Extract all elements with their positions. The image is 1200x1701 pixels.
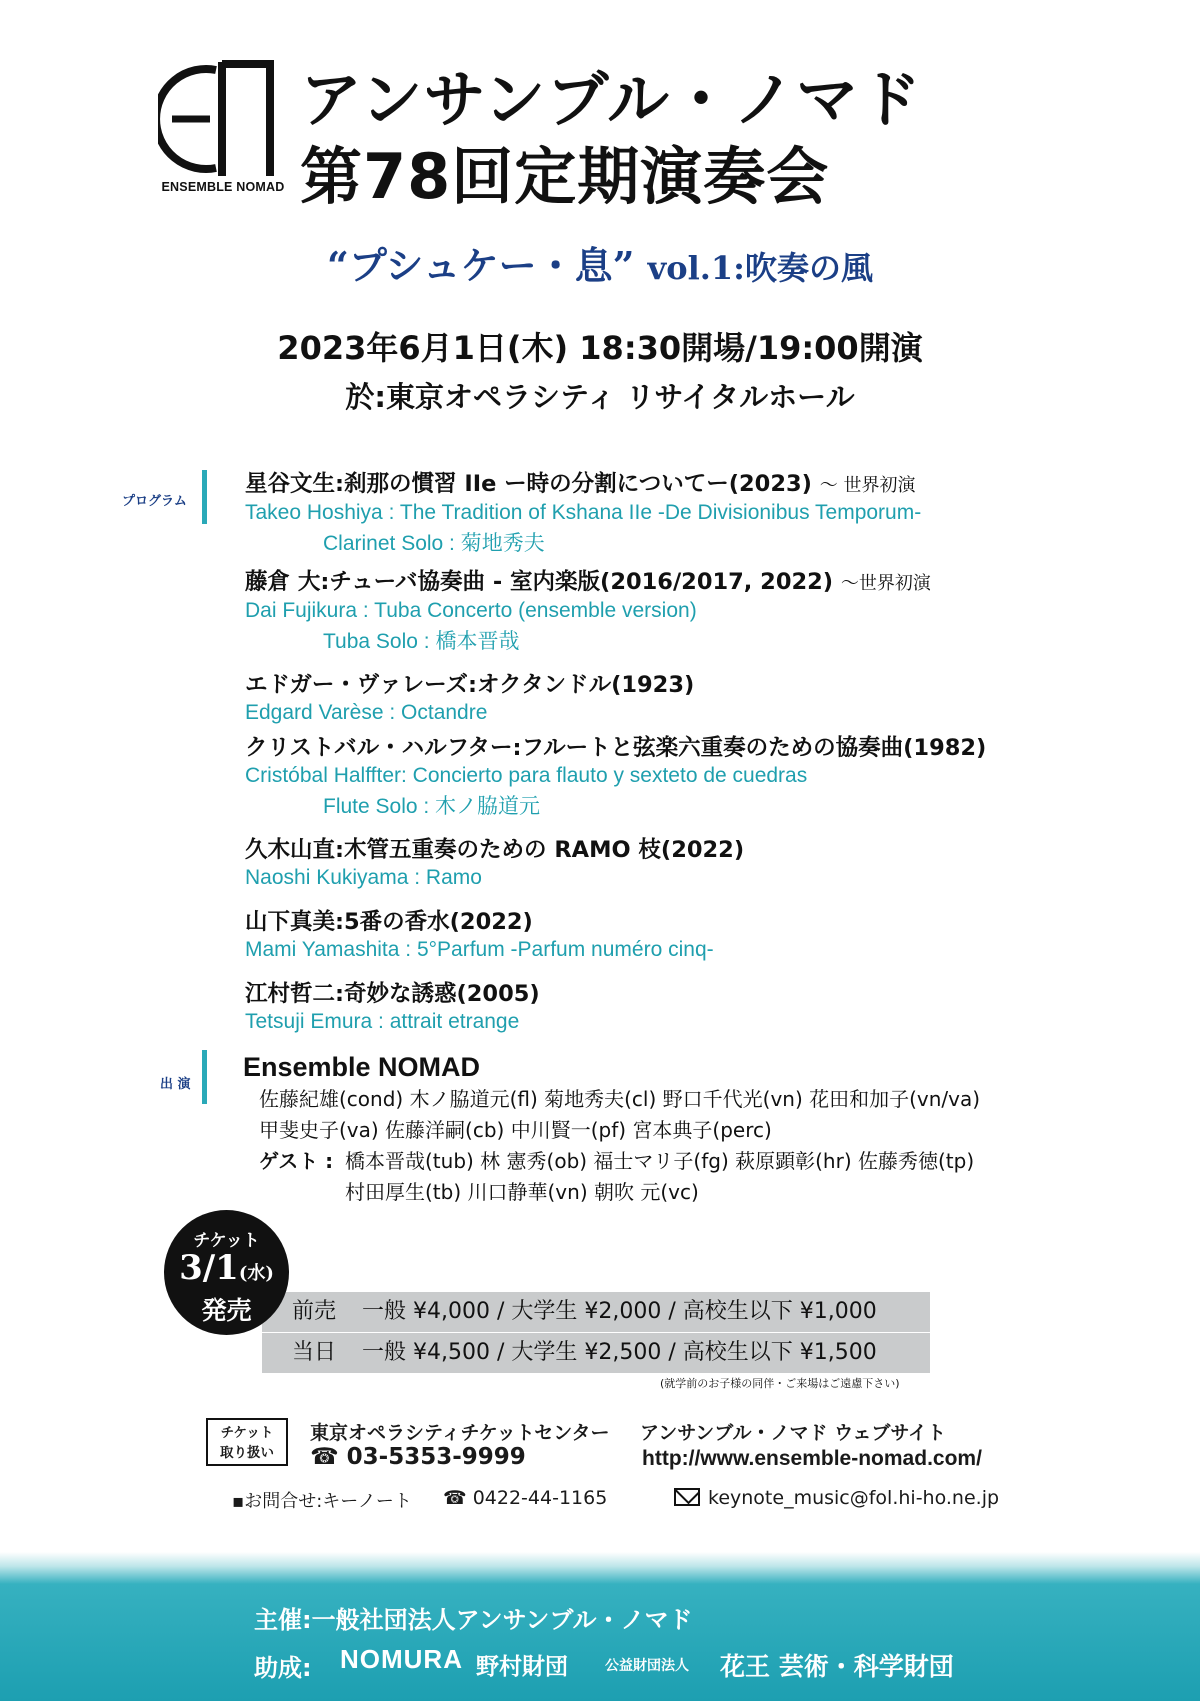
- work-title-en: Takeo Hoshiya : The Tradition of Kshana IIe -De Divisionibus Temporum-: [245, 501, 922, 524]
- program-section-label: プログラム: [122, 494, 187, 509]
- organizer: 主催:一般社団法人アンサンブル・ノマド: [254, 1606, 693, 1634]
- en-monogram-icon: [158, 56, 288, 180]
- door-price-row: [262, 1333, 930, 1373]
- work-soloist: Clarinet Solo : 菊地秀夫: [323, 532, 545, 555]
- work-title-en: Edgard Varèse : Octandre: [245, 701, 488, 724]
- ticket-badge-label: チケット: [193, 1231, 260, 1251]
- ticket-sales-box: チケット 取り扱い: [206, 1418, 288, 1466]
- advance-label: 前売: [292, 1299, 337, 1324]
- price-note: (就学前のお子様の同伴・ご来場はご遠慮下さい): [660, 1377, 900, 1390]
- ticket-center-phone: ☎ 03-5353-9999: [310, 1444, 526, 1470]
- nomura-foundation-name: 野村財団: [476, 1654, 568, 1680]
- guests-line: 橋本晋哉(tub) 林 憲秀(ob) 福士マリ子(fg) 萩原顕彰(hr) 佐藤秀徳(tp): [345, 1149, 975, 1173]
- title-ensemble-name: アンサンブル・ノマド: [300, 63, 922, 136]
- ticket-center-name: 東京オペラシティチケットセンター: [310, 1422, 610, 1444]
- door-label: 当日: [292, 1340, 337, 1365]
- work-title-jp: 藤倉 大:チューバ協奏曲 - 室内楽版(2016/2017, 2022): [245, 569, 834, 595]
- support-label: 助成:: [254, 1654, 312, 1682]
- advance-prices: 一般 ¥4,000 / 大学生 ¥2,000 / 高校生以下 ¥1,000: [362, 1299, 877, 1324]
- members-line: 甲斐史子(va) 佐藤洋嗣(cb) 中川賢一(pf) 宮本典子(perc): [259, 1118, 772, 1142]
- subtitle: [0, 235, 1200, 290]
- guests-row: [243, 1146, 1143, 1208]
- guest-label: ゲスト :: [259, 1149, 334, 1173]
- work-title-jp: 山下真美:5番の香水(2022): [245, 909, 533, 935]
- work-title-jp: エドガー・ヴァレーズ:オクタンドル(1923): [245, 672, 695, 698]
- work-premiere-note: 〜 世界初演: [819, 475, 916, 496]
- inquiry-email[interactable]: keynote_music@fol.hi-ho.ne.jp: [708, 1487, 1000, 1509]
- work-title-jp: 星谷文生:刹那の慣習 IIe ー時の分割についてー(2023): [245, 471, 812, 497]
- work-soloist: Tuba Solo : 橋本晋哉: [323, 630, 520, 653]
- performers-section-bar: [202, 1050, 207, 1104]
- concert-date: 2023年6月1日(木) 18:30開場/19:00開演: [277, 329, 923, 367]
- work-title-jp: 久木山直:木管五重奏のための RAMO 枝(2022): [245, 837, 745, 863]
- subtitle-volume: vol.1:吹奏の風: [647, 249, 873, 287]
- program-work: [245, 980, 1145, 1034]
- program-work: [245, 568, 1145, 657]
- work-title-en: Cristóbal Halffter: Concierto para flauto y sexteto de cuedras: [245, 764, 808, 787]
- work-title-jp: 江村哲二:奇妙な誘惑(2005): [245, 981, 540, 1007]
- performers-block: [243, 1050, 1143, 1208]
- advance-price-row: [262, 1292, 930, 1332]
- members-line: 佐藤紀雄(cond) 木ノ脇道元(fl) 菊地秀夫(cl) 野口千代光(vn) 花田和加子(vn/va): [259, 1087, 981, 1111]
- kao-foundation-prefix: 公益財団法人: [605, 1658, 689, 1674]
- nomura-logo: NOMURA: [340, 1644, 463, 1674]
- work-premiere-note: 〜世界初演: [840, 573, 931, 594]
- ensemble-name: Ensemble NOMAD: [243, 1052, 481, 1082]
- ticket-release-text: 発売: [201, 1296, 252, 1325]
- performers-section-label: 出 演: [160, 1077, 191, 1092]
- work-title-en: Mami Yamashita : 5°Parfum -Parfum numéro cinq-: [245, 938, 714, 961]
- ticket-release-badge: [164, 1210, 289, 1335]
- program-list: [245, 470, 1145, 1043]
- program-work: [245, 470, 1145, 559]
- program-work: [245, 836, 1145, 890]
- logo-text: ENSEMBLE NOMAD: [161, 180, 285, 194]
- program-section-bar: [202, 470, 207, 524]
- work-title-en: Tetsuji Emura : attrait etrange: [245, 1010, 520, 1033]
- program-work: [245, 671, 1145, 725]
- mail-icon: [674, 1488, 700, 1506]
- ensemble-nomad-logo: [158, 56, 288, 196]
- inquiry-email-row: [674, 1487, 999, 1509]
- inquiry-label: ▪お問合せ:キーノート: [232, 1491, 412, 1512]
- work-soloist: Flute Solo : 木ノ脇道元: [323, 795, 541, 818]
- inquiry-phone: ☎ 0422-44-1165: [443, 1487, 608, 1509]
- work-title-en: Naoshi Kukiyama : Ramo: [245, 866, 482, 889]
- kao-foundation-name: 花王 芸術・科学財団: [720, 1652, 954, 1681]
- website-url[interactable]: http://www.ensemble-nomad.com/: [642, 1447, 982, 1470]
- program-work: [245, 734, 1145, 822]
- subtitle-main: “プシュケー・息”: [327, 243, 635, 288]
- work-title-en: Dai Fujikura : Tuba Concerto (ensemble version): [245, 599, 697, 622]
- website-label: アンサンブル・ノマド ウェブサイト: [640, 1422, 947, 1444]
- concert-venue: 於:東京オペラシティ リサイタルホール: [345, 380, 855, 414]
- ticket-release-date: 3/1(水): [179, 1248, 274, 1288]
- work-title-jp: クリストバル・ハルフター:フルートと弦楽六重奏のための協奏曲(1982): [245, 735, 987, 761]
- door-prices: 一般 ¥4,500 / 大学生 ¥2,500 / 高校生以下 ¥1,500: [362, 1340, 877, 1365]
- program-work: [245, 908, 1145, 962]
- guests-line: 村田厚生(tb) 川口静華(vn) 朝吹 元(vc): [345, 1180, 699, 1204]
- title-concert-number: 第78回定期演奏会: [300, 140, 830, 213]
